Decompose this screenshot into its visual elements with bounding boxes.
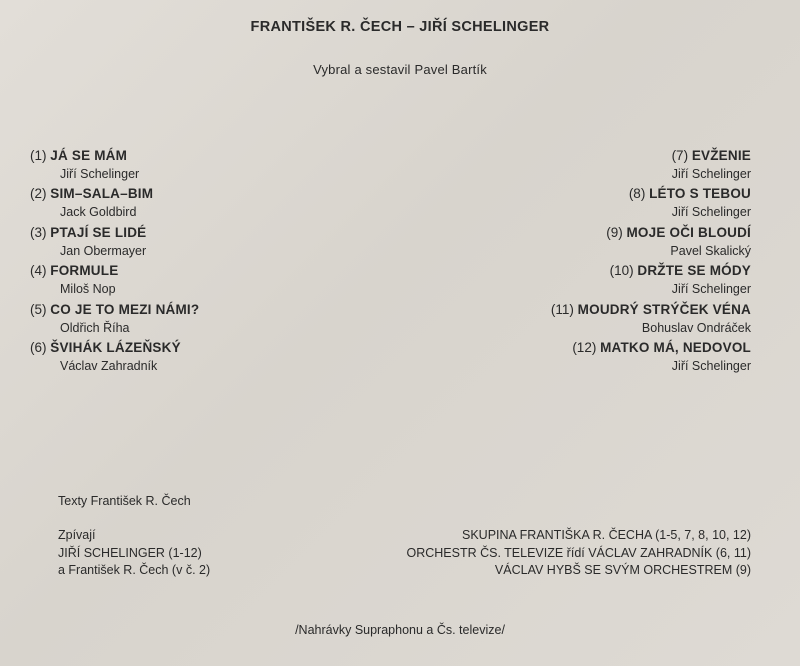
album-title: FRANTIŠEK R. ČECH – JIŘÍ SCHELINGER — [250, 19, 550, 35]
track-title: SIM–SALA–BIM — [50, 186, 154, 202]
recording-note: /Nahrávky Supraphonu a Čs. televize/ — [295, 623, 505, 637]
track-item — [391, 147, 751, 185]
track-author: Jiří Schelinger — [60, 167, 140, 181]
orchestra-line: VÁCLAV HYBŠ SE SVÝM ORCHESTREM (9) — [494, 563, 751, 577]
singers-label: Zpívají — [58, 528, 96, 542]
track-item — [30, 185, 360, 223]
track-title: ŠVIHÁK LÁZEŇSKÝ — [50, 339, 181, 355]
compiler-credit: Vybral a sestavil Pavel Bartík — [313, 62, 487, 77]
singer-line: JIŘÍ SCHELINGER (1-12) — [58, 545, 202, 560]
track-title: PTAJÍ SE LIDÉ — [50, 224, 147, 240]
track-number: (11) — [550, 301, 574, 317]
singer-line: a František R. Čech (v č. 2) — [58, 563, 211, 577]
track-author: Miloš Nop — [60, 282, 116, 297]
track-number: (9) — [606, 224, 623, 240]
track-author: Jiří Schelinger — [671, 167, 751, 181]
track-item — [391, 185, 751, 223]
singers-credit — [58, 527, 210, 580]
track-title: LÉTO S TEBOU — [649, 186, 751, 202]
track-number: (7) — [671, 148, 689, 163]
track-title: DRŽTE SE MÓDY — [637, 263, 751, 279]
track-number: (4) — [30, 263, 47, 279]
track-item — [391, 339, 751, 377]
tracklist-right — [391, 147, 751, 377]
track-author: Bohuslav Ondráček — [641, 320, 751, 335]
track-number: (8) — [628, 186, 646, 202]
track-title: MOUDRÝ STRÝČEK VÉNA — [577, 301, 751, 317]
track-number: (6) — [30, 339, 47, 355]
track-item — [30, 147, 360, 185]
track-title: MATKO MÁ, NEDOVOL — [600, 339, 751, 355]
track-title: FORMULE — [50, 263, 119, 279]
track-author: Jiří Schelinger — [671, 205, 751, 220]
track-item — [30, 301, 360, 339]
track-number: (2) — [30, 186, 47, 202]
track-item — [391, 224, 751, 262]
track-author: Jiří Schelinger — [671, 282, 751, 297]
track-author: Pavel Skalický — [670, 243, 751, 258]
track-title: MOJE OČI BLOUDÍ — [626, 224, 751, 240]
track-item — [30, 339, 360, 377]
track-number: (10) — [609, 263, 634, 279]
track-author: Jan Obermayer — [60, 243, 147, 258]
orchestra-line: ORCHESTR ČS. TELEVIZE řídí VÁCLAV ZAHRADNÍK (6, 11) — [406, 545, 751, 560]
tracklist-left — [30, 147, 360, 377]
track-item — [30, 224, 360, 262]
track-item — [391, 262, 751, 300]
orchestra-credits — [406, 527, 751, 580]
track-title: EVŽENIE — [691, 148, 751, 163]
track-author: Jiří Schelinger — [671, 358, 751, 373]
track-number: (3) — [30, 224, 47, 240]
track-number: (5) — [30, 301, 47, 317]
track-author: Oldřich Říha — [60, 320, 130, 335]
track-author: Jack Goldbird — [60, 205, 137, 220]
track-title: CO JE TO MEZI NÁMI? — [50, 301, 200, 317]
track-item — [30, 262, 360, 300]
orchestra-line: SKUPINA FRANTIŠKA R. ČECHA (1-5, 7, 8, 10, 12) — [462, 528, 751, 542]
track-title: JÁ SE MÁM — [50, 148, 128, 163]
lyrics-credit: Texty František R. Čech — [58, 494, 191, 508]
track-author: Václav Zahradník — [60, 358, 158, 373]
track-item — [391, 301, 751, 339]
track-number: (12) — [572, 339, 597, 355]
track-number: (1) — [30, 148, 47, 163]
